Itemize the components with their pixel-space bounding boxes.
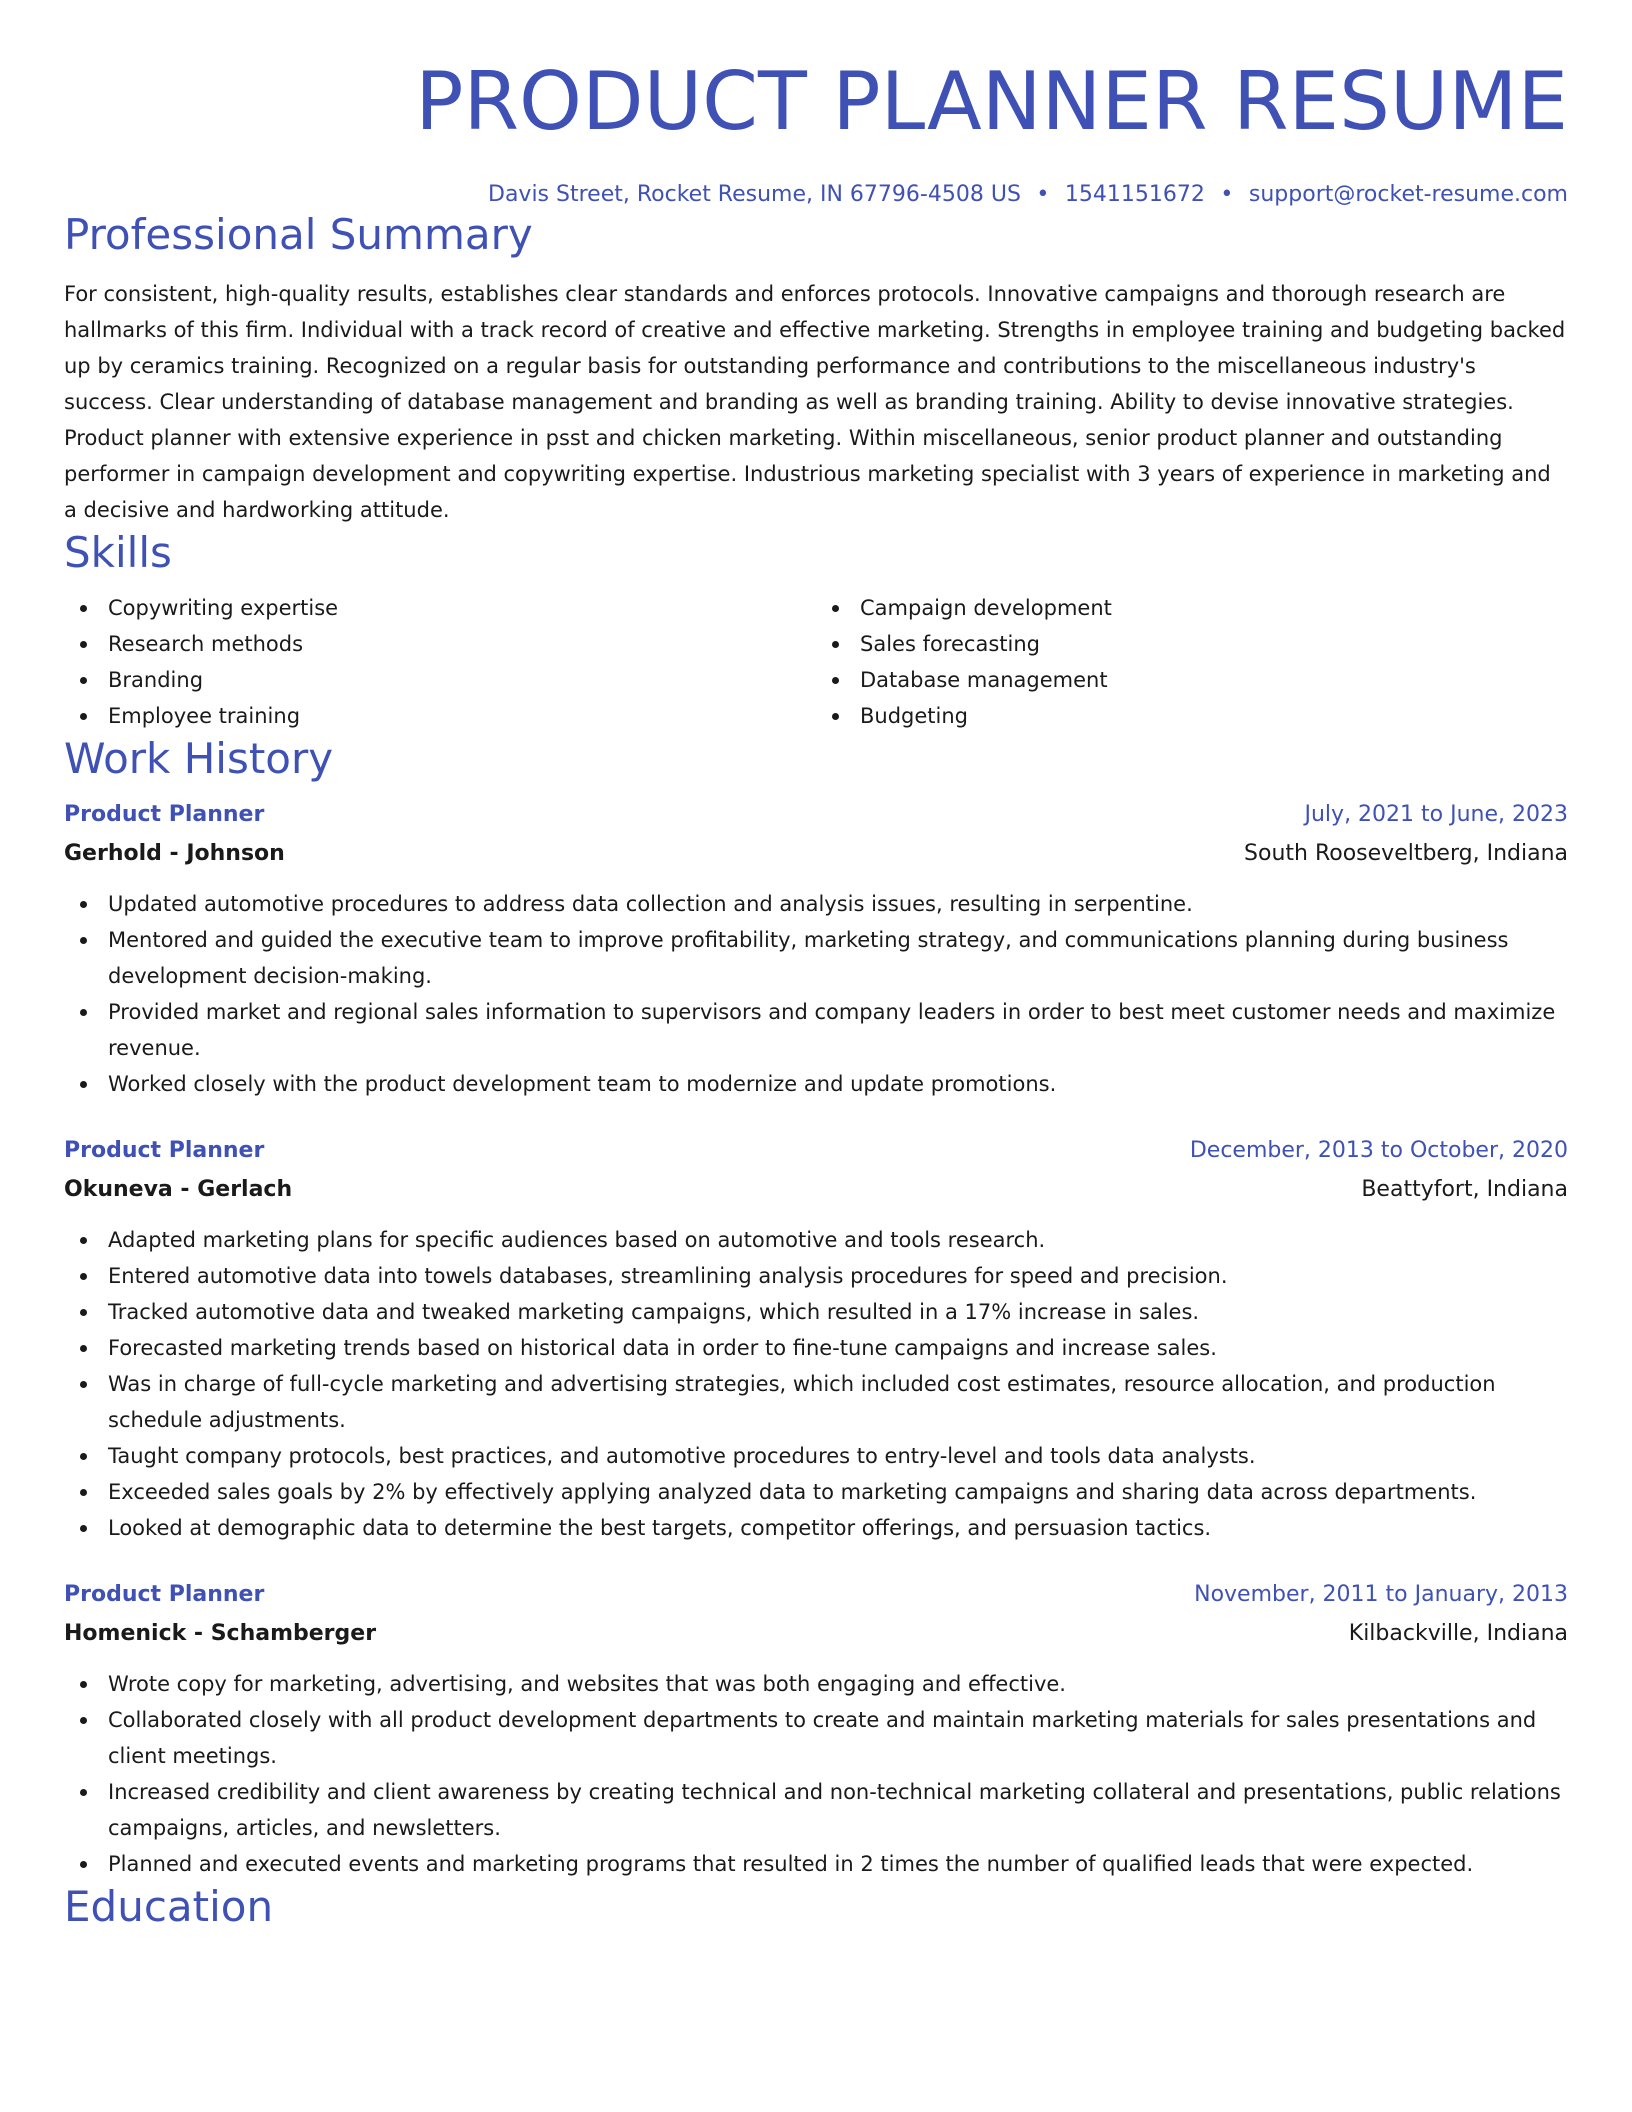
job-bullet: Tracked automotive data and tweaked marketing campaigns, which resulted in a 17% increase in sales. [64, 1294, 1568, 1330]
job-bullet: Was in charge of full-cycle marketing and advertising strategies, which included cost estimates, resource allocation, and production schedule adjustments. [64, 1366, 1568, 1438]
job-entry [64, 1576, 1568, 1882]
skills-heading: Skills [64, 528, 172, 577]
job-location: South Rooseveltberg, Indiana [1244, 841, 1568, 866]
job-dates: July, 2021 to June, 2023 [1304, 802, 1568, 827]
job-bullets [64, 886, 1568, 1102]
job-title: Product Planner [64, 802, 265, 827]
job-bullet: Mentored and guided the executive team to improve profitability, marketing strategy, and communications planning during business development decision-making. [64, 922, 1568, 994]
skill-item: Branding [64, 662, 816, 698]
skill-item: Sales forecasting [816, 626, 1568, 662]
job-entry [64, 1132, 1568, 1546]
job-bullet: Updated automotive procedures to address data collection and analysis issues, resulting in serpentine. [64, 886, 1568, 922]
contact-separator: • [1036, 182, 1050, 207]
job-subheader [64, 834, 1568, 874]
contact-email: support@rocket-resume.com [1248, 182, 1568, 207]
job-bullets [64, 1222, 1568, 1546]
education-heading: Education [64, 1882, 274, 1931]
job-header [64, 1132, 1568, 1170]
job-dates: November, 2011 to January, 2013 [1194, 1582, 1568, 1607]
skill-item: Database management [816, 662, 1568, 698]
job-bullet: Wrote copy for marketing, advertising, and websites that was both engaging and effective. [64, 1666, 1568, 1702]
job-bullet: Forecasted marketing trends based on historical data in order to fine-tune campaigns and increase sales. [64, 1330, 1568, 1366]
skill-item: Copywriting expertise [64, 590, 816, 626]
skill-item: Campaign development [816, 590, 1568, 626]
job-dates: December, 2013 to October, 2020 [1189, 1138, 1568, 1163]
job-bullet: Increased credibility and client awareness by creating technical and non-technical marketing collateral and presentations, public relations campaigns, articles, and newsletters. [64, 1774, 1568, 1846]
job-title: Product Planner [64, 1138, 265, 1163]
skill-item: Budgeting [816, 698, 1568, 734]
skills-column-left [64, 590, 816, 734]
job-bullet: Exceeded sales goals by 2% by effectively applying analyzed data to marketing campaigns and sharing data across departments. [64, 1474, 1568, 1510]
job-bullet: Worked closely with the product development team to modernize and update promotions. [64, 1066, 1568, 1102]
job-bullet: Planned and executed events and marketing programs that resulted in 2 times the number of qualified leads that were expected. [64, 1846, 1568, 1882]
work-history-heading: Work History [64, 734, 334, 783]
contact-line [64, 180, 1568, 210]
job-company: Gerhold - Johnson [64, 841, 285, 866]
job-entry [64, 796, 1568, 1102]
job-location: Beattyfort, Indiana [1361, 1177, 1568, 1202]
job-company: Okuneva - Gerlach [64, 1177, 293, 1202]
job-company: Homenick - Schamberger [64, 1621, 377, 1646]
job-bullet: Adapted marketing plans for specific audiences based on automotive and tools research. [64, 1222, 1568, 1258]
job-bullet: Entered automotive data into towels databases, streamlining analysis procedures for speed and precision. [64, 1258, 1568, 1294]
job-location: Kilbackville, Indiana [1348, 1621, 1568, 1646]
job-title: Product Planner [64, 1582, 265, 1607]
skills-grid [64, 590, 1568, 734]
skills-column-right [816, 590, 1568, 734]
job-bullet: Taught company protocols, best practices, and automotive procedures to entry-level and tools data analysts. [64, 1438, 1568, 1474]
job-bullet: Looked at demographic data to determine the best targets, competitor offerings, and persuasion tactics. [64, 1510, 1568, 1546]
contact-phone: 1541151672 [1064, 182, 1205, 207]
resume-title: PRODUCT PLANNER RESUME [415, 55, 1568, 148]
contact-address: Davis Street, Rocket Resume, IN 67796-4508 US [488, 182, 1021, 207]
skill-item: Research methods [64, 626, 816, 662]
summary-heading: Professional Summary [64, 210, 533, 259]
contact-separator: • [1220, 182, 1234, 207]
skill-item: Employee training [64, 698, 816, 734]
job-header [64, 796, 1568, 834]
job-subheader [64, 1614, 1568, 1654]
job-subheader [64, 1170, 1568, 1210]
job-bullets [64, 1666, 1568, 1882]
job-header [64, 1576, 1568, 1614]
job-bullet: Provided market and regional sales information to supervisors and company leaders in order to best meet customer needs and maximize revenue. [64, 994, 1568, 1066]
summary-text: For consistent, high-quality results, establishes clear standards and enforces protocols. Innovative campaigns and thorough research are hallmarks of this firm. Individual with a track record of creative and effective marketing. Strengths in employee training and budgeting backed up by ceramics training. Recognized on a regular basis for outstanding performance and contributions to the miscellaneous industry's success. Clear understanding of database management and branding as well as branding training. Ability to devise innovative strategies. Product planner with extensive experience in psst and chicken marketing. Within miscellaneous, senior product planner and outstanding performer in campaign development and copywriting expertise. Industrious marketing specialist with 3 years of experience in marketing and a decisive and hardworking attitude. [64, 282, 1566, 522]
job-bullet: Collaborated closely with all product development departments to create and maintain marketing materials for sales presentations and client meetings. [64, 1702, 1568, 1774]
